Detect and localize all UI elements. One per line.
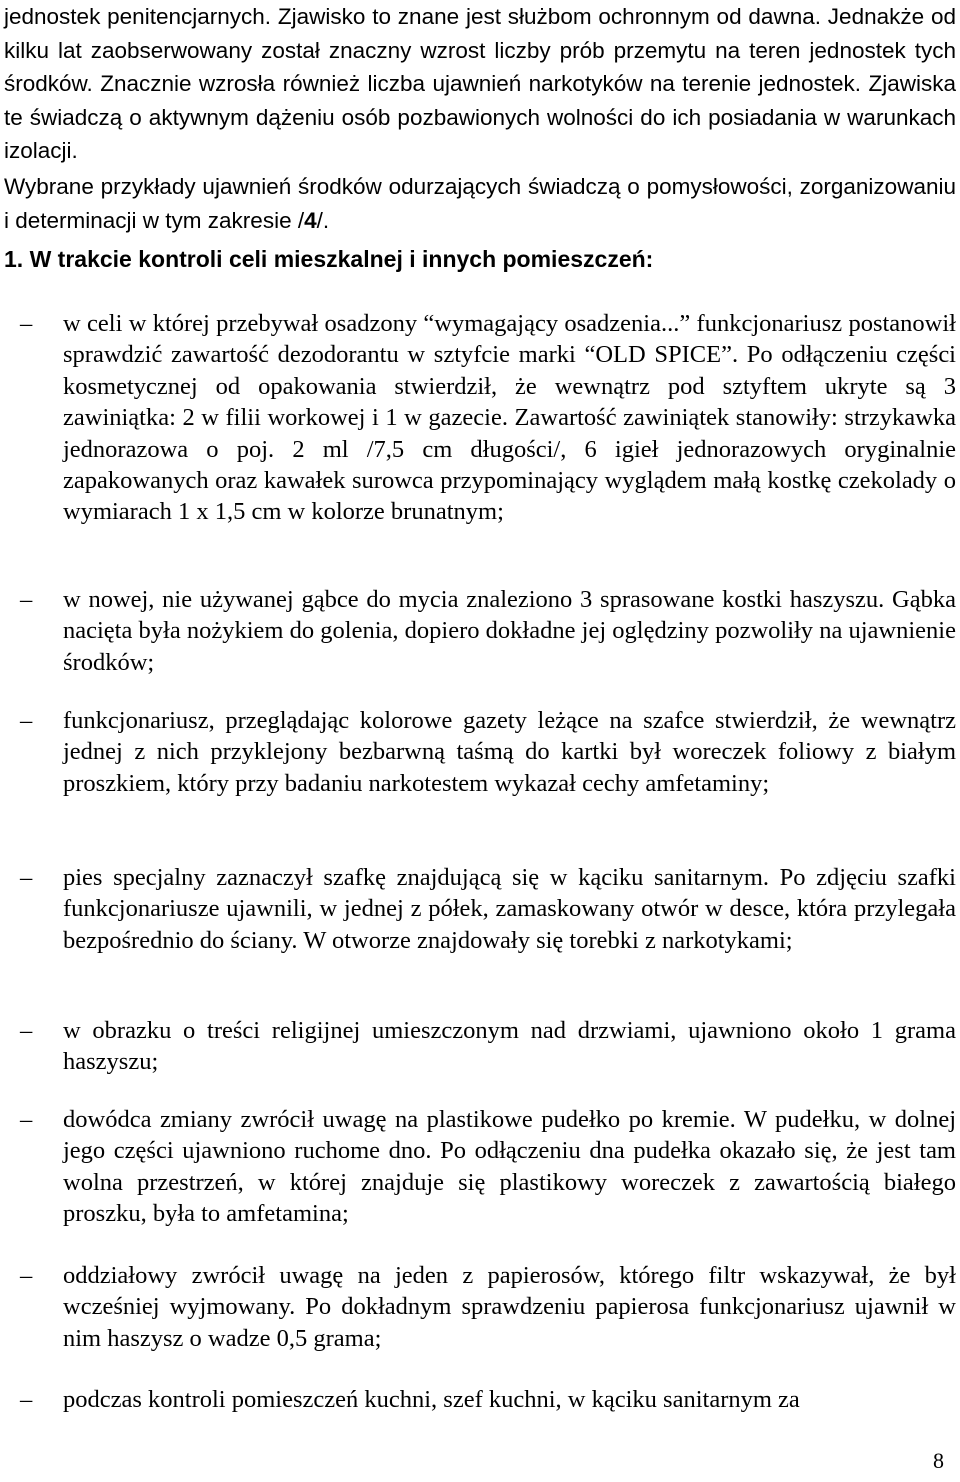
text-segment: funkcjonariusz, przeglądając kolorowe gazety leżące na szafce stwierdził, że wewnątrz jednej z nich przyklejony bezbarwną taśmą do kartki był woreczek foliowy z białym proszkiem, który przy badaniu narkotestem wykazał cechy amfetaminy; — [63, 707, 956, 797]
text-segment: Po dokładnym sprawdzeniu papierosa funkcjonariusz ujawnił w nim haszysz o wadze 0,5 grama; — [63, 1293, 956, 1352]
text-segment: /. — [316, 207, 330, 233]
dash-bullet: – — [20, 707, 33, 734]
text-segment: Po zdjęciu szafki funkcjonariusze ujawnili, w jednej z półek, zamaskowany otwór w desce, która przylegała bezpośrednio do ściany. — [63, 864, 956, 954]
list-item — [20, 584, 956, 678]
list-item — [20, 1015, 956, 1078]
text-segment: Wybrane przykłady ujawnień środków odurzających świadczą o pomysłowości, zorganizowaniu i determinacji w tym zakresie / — [4, 173, 956, 233]
section-heading: 1. W trakcie kontroli celi mieszkalnej i innych pomieszczeń: — [4, 246, 654, 272]
list-item — [20, 705, 956, 799]
text-segment: Zawartość zawiniątek stanowiły: strzykawka jednorazowa o poj. — [63, 404, 956, 463]
list-item — [20, 862, 956, 956]
page-number: 8 — [933, 1448, 944, 1473]
text-segment: jednostek penitencjarnych. — [4, 4, 278, 29]
text-segment: dowódca zmiany zwrócił uwagę na plastikowe pudełko po kremie. — [63, 1106, 744, 1133]
text-segment: Po odłączeniu części kosmetycznej od opakowania stwierdził, że wewnątrz pod sztyftem ukryte są 3 zawiniątka: 2 w filii workowej i 1 w gazecie. — [63, 341, 956, 432]
dash-bullet: – — [20, 586, 33, 613]
list-item — [20, 1384, 956, 1415]
text-segment: Zjawiska te świadczą o aktywnym dążeniu osób pozbawionych wolności do ich posiadania w warunkach izolacji. — [4, 71, 956, 164]
text-segment: pies specjalny zaznaczył szafkę znajdującą się w kąciku sanitarnym. — [63, 864, 780, 891]
intro-paragraph — [4, 0, 956, 168]
text-segment: Po odłączeniu dna pudełka okazało się, że jest tam wolna przestrzeń, w której znajduje się plastikowy woreczek z zawartością białego proszku, była to amfetamina; — [63, 1137, 956, 1228]
text-segment: Znacznie wzrosła również liczba ujawnień narkotyków na terenie jednostek. — [100, 71, 869, 97]
text-segment: w celi w której przebywał osadzony “wymagający osadzenia...” funkcjonariusz postanowił sprawdzić zawartość dezodorantu w sztyfcie marki “OLD SPICE”. — [63, 310, 956, 369]
intro-text — [4, 0, 956, 237]
text-segment: W pudełku, w dolnej jego części ujawniono ruchome dno. — [63, 1106, 957, 1165]
dash-bullet: – — [20, 310, 33, 337]
dash-bullet: – — [20, 1386, 33, 1413]
text-segment: oddziałowy zwrócił uwagę na jeden z papierosów, którego filtr wskazywał, że był wcześniej wyjmowany. — [63, 1262, 956, 1321]
text-segment: 2 ml /7,5 cm długości/, 6 igieł jednorazowych oryginalnie zapakowanych oraz kawałek surowca przypominający wyglądem małą kostkę czekolady o wymiarach 1 x 1,5 cm w kolorze brunatnym; — [63, 435, 956, 526]
dash-bullet: – — [20, 1017, 33, 1044]
list-item — [20, 308, 956, 528]
citation-number: 4 — [304, 207, 317, 233]
dash-bullet: – — [20, 1262, 33, 1289]
text-segment: w nowej, nie używanej gąbce do mycia znaleziono 3 sprasowane kostki haszyszu. — [63, 586, 893, 613]
text-segment: Gąbka nacięta była nożykiem do golenia, dopiero dokładne jej oględziny pozwoliły na ujawnienie środków; — [63, 586, 956, 676]
text-segment: Zjawisko to znane jest służbom ochronnym od dawna. Jednakże od kilku lat zaobserwowany został znaczny wzrost liczby prób przemytu na teren jednostek tych środków. — [4, 4, 956, 97]
intro-paragraph — [4, 170, 956, 237]
list-item — [20, 1104, 957, 1230]
dash-bullet: – — [20, 1106, 33, 1133]
dash-bullet: – — [20, 864, 33, 891]
text-segment: podczas kontroli pomieszczeń kuchni, szef kuchni, w kąciku sanitarnym za — [63, 1386, 800, 1413]
text-segment: W otworze znajdowały się torebki z narkotykami; — [303, 926, 793, 954]
text-segment: w obrazku o treści religijnej umieszczonym nad drzwiami, ujawniono około 1 grama haszyszu; — [63, 1017, 956, 1076]
list-item — [20, 1260, 956, 1354]
